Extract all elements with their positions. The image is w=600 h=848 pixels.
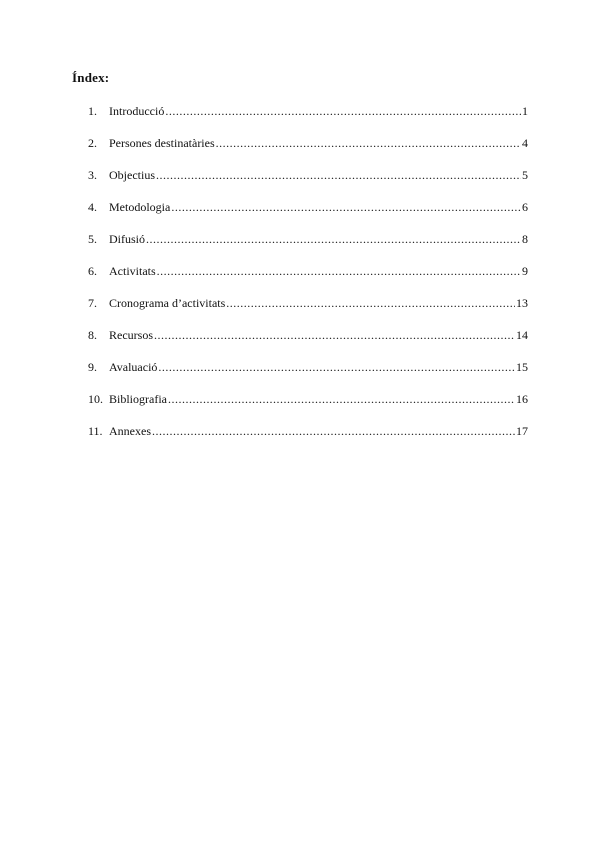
toc-entry-persones-destinataries[interactable] bbox=[88, 136, 528, 168]
dot-leader bbox=[168, 392, 515, 407]
toc-entry-introduccio[interactable] bbox=[88, 104, 528, 136]
toc-entry-number: 10. bbox=[88, 392, 103, 406]
index-heading: Índex: bbox=[72, 70, 110, 85]
dot-leader bbox=[157, 264, 521, 279]
toc-entry-metodologia[interactable] bbox=[88, 200, 528, 232]
toc-entry-page: 6 bbox=[522, 200, 528, 214]
toc-entry-number: 1. bbox=[88, 104, 97, 118]
toc-entry-title: Persones destinatàries bbox=[109, 136, 215, 150]
toc-entry-annexes[interactable] bbox=[88, 424, 528, 456]
toc-entry-title: Difusió bbox=[109, 232, 145, 246]
toc-entry-page: 17 bbox=[516, 424, 528, 438]
toc-entry-objectius[interactable] bbox=[88, 168, 528, 200]
toc-entry-title: Activitats bbox=[109, 264, 156, 278]
toc-entry-page: 4 bbox=[522, 136, 528, 150]
toc-entry-page: 8 bbox=[522, 232, 528, 246]
toc-entry-page: 9 bbox=[522, 264, 528, 278]
toc-entry-title: Avaluació bbox=[109, 360, 158, 374]
toc-entry-title: Objectius bbox=[109, 168, 155, 182]
dot-leader bbox=[171, 200, 521, 215]
toc-entry-number: 3. bbox=[88, 168, 97, 182]
toc-entry-page: 14 bbox=[516, 328, 528, 342]
toc-entry-page: 13 bbox=[516, 296, 528, 310]
dot-leader bbox=[154, 328, 515, 343]
dot-leader bbox=[226, 296, 515, 311]
toc-entry-number: 9. bbox=[88, 360, 97, 374]
toc-entry-bibliografia[interactable] bbox=[88, 392, 528, 424]
toc-entry-number: 7. bbox=[88, 296, 97, 310]
dot-leader bbox=[165, 104, 521, 119]
toc-entry-recursos[interactable] bbox=[88, 328, 528, 360]
toc-entry-title: Metodologia bbox=[109, 200, 171, 214]
dot-leader bbox=[156, 168, 521, 183]
toc-entry-number: 6. bbox=[88, 264, 97, 278]
dot-leader bbox=[146, 232, 521, 247]
toc-entry-difusio[interactable] bbox=[88, 232, 528, 264]
toc-entry-page: 16 bbox=[516, 392, 528, 406]
dot-leader bbox=[152, 424, 515, 439]
toc-entry-number: 5. bbox=[88, 232, 97, 246]
toc-entry-title: Annexes bbox=[109, 424, 151, 438]
toc-entry-page: 5 bbox=[522, 168, 528, 182]
toc-entry-page: 1 bbox=[522, 104, 528, 118]
toc-entry-cronograma-activitats[interactable] bbox=[88, 296, 528, 328]
dot-leader bbox=[158, 360, 515, 375]
toc-entry-title: Bibliografia bbox=[109, 392, 167, 406]
dot-leader bbox=[216, 136, 521, 151]
toc-entry-page: 15 bbox=[516, 360, 528, 374]
toc-entry-avaluacio[interactable] bbox=[88, 360, 528, 392]
toc-entry-activitats[interactable] bbox=[88, 264, 528, 296]
toc-entry-title: Recursos bbox=[109, 328, 153, 342]
toc-entry-number: 11. bbox=[88, 424, 103, 438]
toc-entry-number: 2. bbox=[88, 136, 97, 150]
toc-entry-number: 8. bbox=[88, 328, 97, 342]
table-of-contents bbox=[88, 104, 528, 456]
toc-entry-number: 4. bbox=[88, 200, 97, 214]
toc-entry-title: Introducció bbox=[109, 104, 165, 118]
toc-entry-title: Cronograma d’activitats bbox=[109, 296, 226, 310]
